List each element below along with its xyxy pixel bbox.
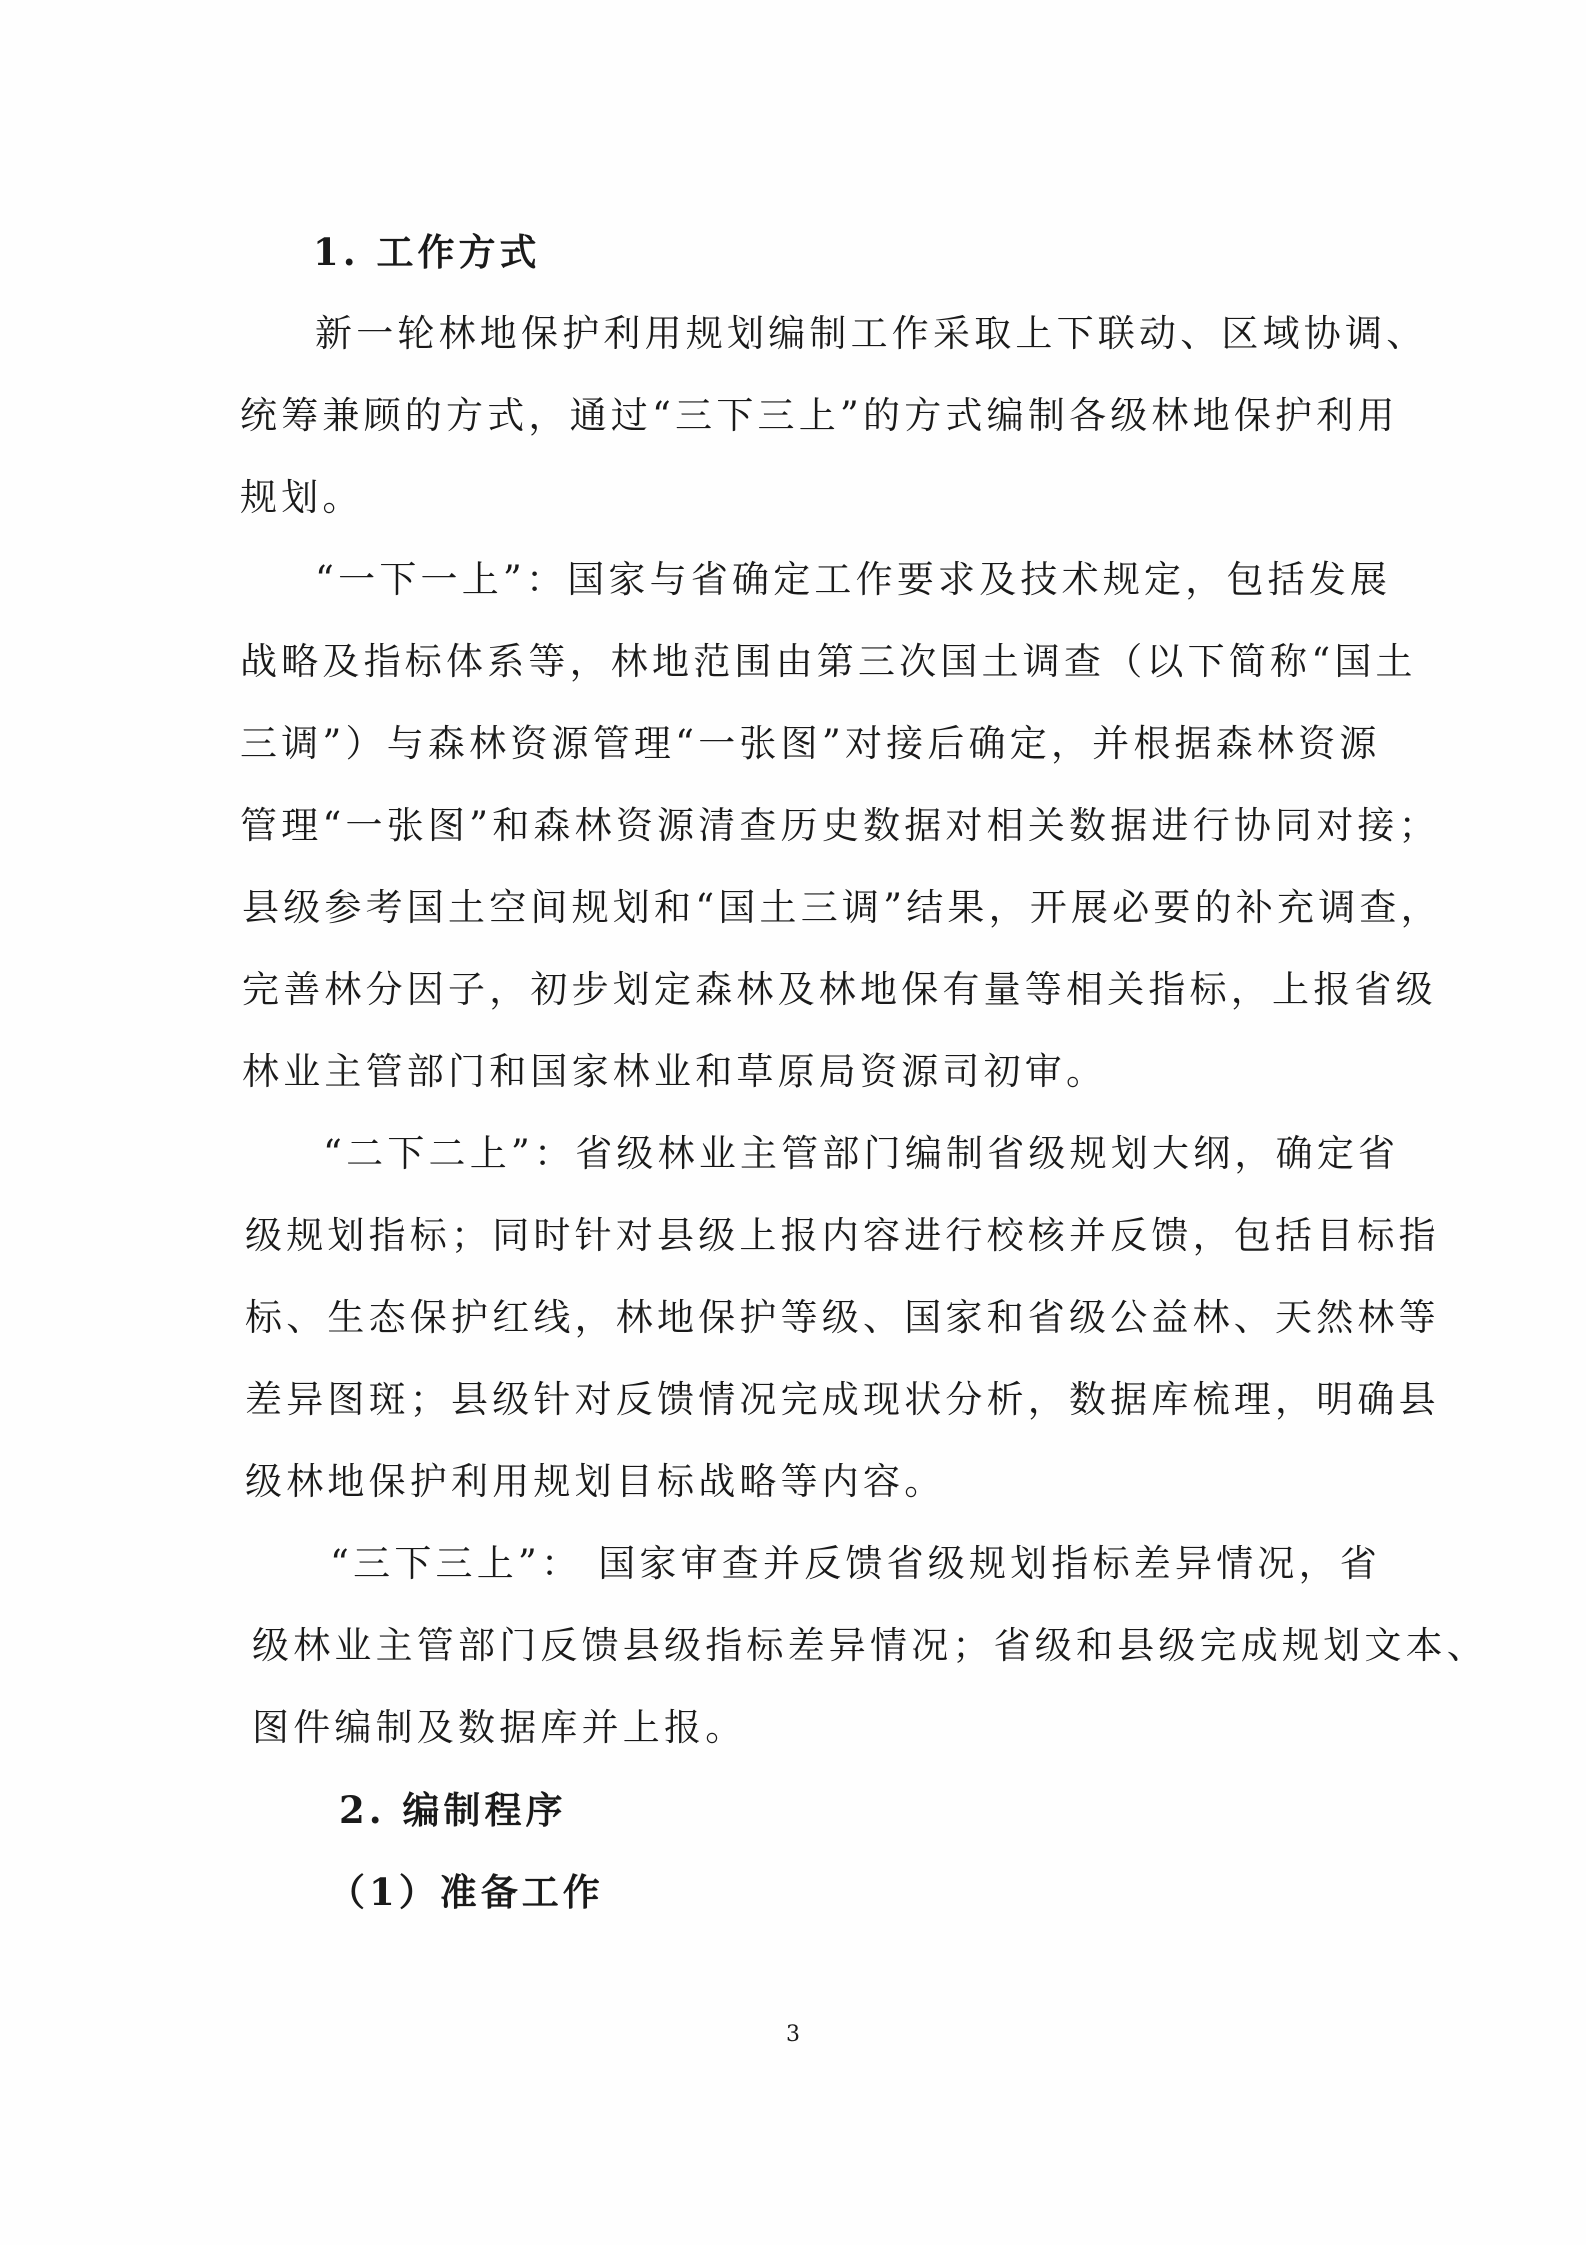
paragraph-line: 图件编制及数据库并上报。 (252, 1706, 747, 1749)
paragraph-line: 管理“一张图”和森林资源清查历史数据对相关数据进行协同对接； (240, 804, 1440, 847)
paragraph-line: 统筹兼顾的方式，通过“三下三上”的方式编制各级林地保护利用 (240, 394, 1399, 437)
subsection-heading-preparation: （1）准备工作 (328, 1870, 604, 1914)
paragraph-line: 级规划指标；同时针对县级上报内容进行校核并反馈，包括目标指 (245, 1214, 1440, 1257)
paragraph-line: 三调”）与森林资源管理“一张图”对接后确定，并根据森林资源 (240, 722, 1381, 765)
paragraph-line: “三下三上”： 国家审查并反馈省级规划指标差异情况，省 (330, 1542, 1381, 1585)
paragraph-line: 林业主管部门和国家林业和草原局资源司初审。 (242, 1050, 1108, 1093)
paragraph-line: 级林业主管部门反馈县级指标差异情况；省级和县级完成规划文本、 (252, 1624, 1488, 1667)
paragraph-line: 级林地保护利用规划目标战略等内容。 (245, 1460, 946, 1503)
paragraph-line: 完善林分因子，初步划定森林及林地保有量等相关指标，上报省级 (242, 968, 1437, 1011)
paragraph-line: 战略及指标体系等，林地范围由第三次国土调查（以下简称“国土 (240, 640, 1417, 683)
paragraph-line: 县级参考国土空间规划和“国土三调”结果，开展必要的补充调查， (242, 886, 1442, 929)
paragraph-line: “二下二上”：省级林业主管部门编制省级规划大纲，确定省 (323, 1132, 1400, 1175)
paragraph-line: 差异图斑；县级针对反馈情况完成现状分析，数据库梳理，明确县 (245, 1378, 1440, 1421)
paragraph-line: “一下一上”：国家与省确定工作要求及技术规定，包括发展 (315, 558, 1392, 601)
section-heading-procedure: 2. 编制程序 (339, 1788, 567, 1832)
paragraph-line: 规划。 (240, 476, 364, 519)
section-heading-work-method: 1. 工作方式 (313, 230, 541, 274)
paragraph-line: 标、生态保护红线，林地保护等级、国家和省级公益林、天然林等 (245, 1296, 1440, 1339)
page-number: 3 (786, 2022, 800, 2047)
paragraph-line: 新一轮林地保护利用规划编制工作采取上下联动、区域协调、 (315, 312, 1428, 355)
